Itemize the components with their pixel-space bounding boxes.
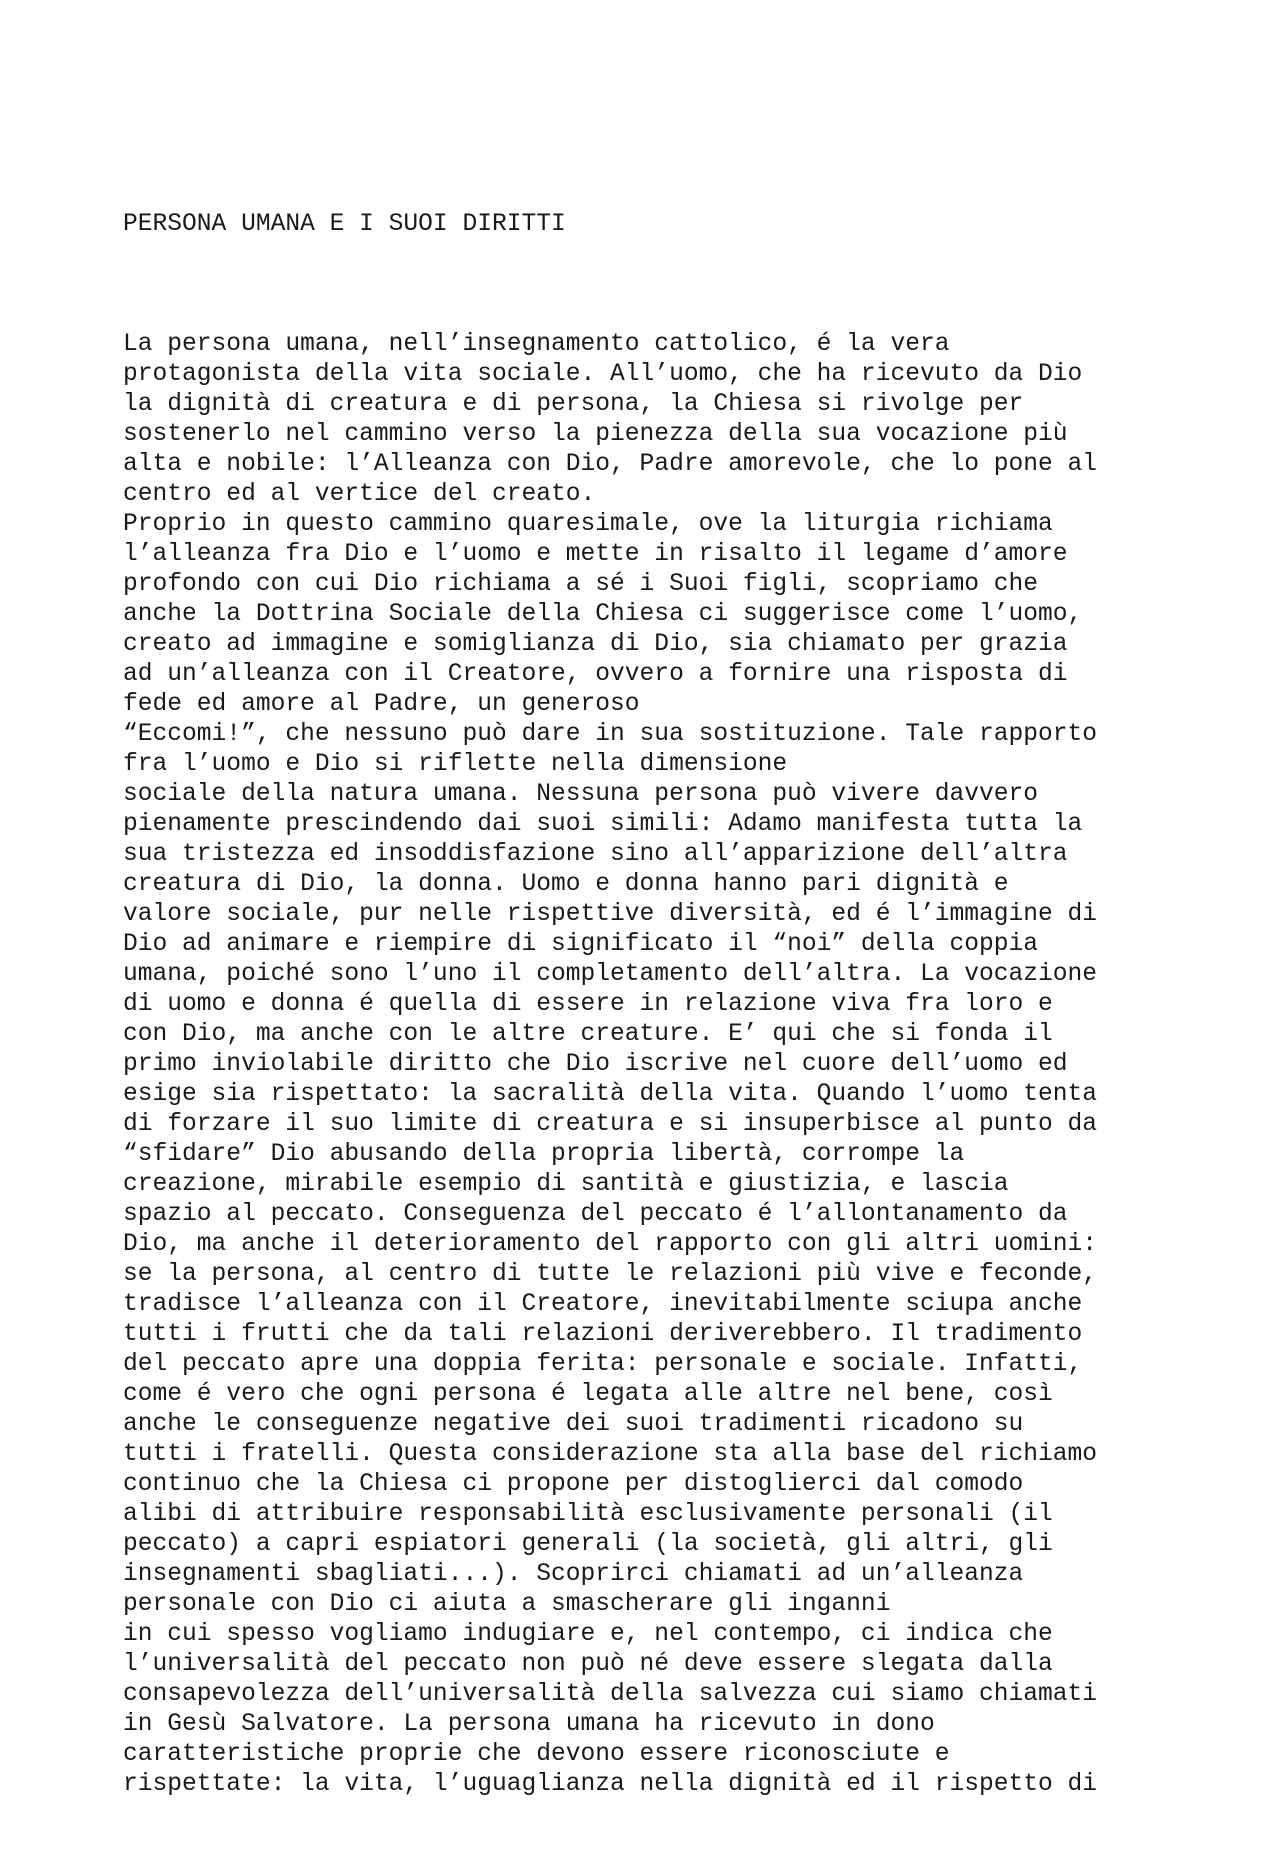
text-line: anche la Dottrina Sociale della Chiesa ci suggerisce come l’uomo,: [123, 601, 1083, 628]
text-line: l’alleanza fra Dio e l’uomo e mette in risalto il legame d’amore: [123, 541, 1068, 568]
text-line: sostenerlo nel cammino verso la pienezza della sua vocazione più: [123, 421, 1068, 448]
text-line: Dio, ma anche il deterioramento del rapporto con gli altri uomini:: [123, 1231, 1098, 1258]
text-line: con Dio, ma anche con le altre creature. E’ qui che si fonda il: [123, 1021, 1053, 1048]
text-line: personale con Dio ci aiuta a smascherare gli inganni: [123, 1591, 891, 1618]
text-line: Dio ad animare e riempire di significato il “noi” della coppia: [123, 931, 1039, 958]
text-line: tradisce l’alleanza con il Creatore, inevitabilmente sciupa anche: [123, 1291, 1083, 1318]
text-line: tutti i frutti che da tali relazioni deriverebbero. Il tradimento: [123, 1321, 1083, 1348]
text-line: primo inviolabile diritto che Dio iscrive nel cuore dell’uomo ed: [123, 1051, 1068, 1078]
text-line: in cui spesso vogliamo indugiare e, nel contempo, ci indica che: [123, 1621, 1053, 1648]
text-line: continuo che la Chiesa ci propone per distoglierci dal comodo: [123, 1471, 1024, 1498]
text-line: alta e nobile: l’Alleanza con Dio, Padre amorevole, che lo pone al: [123, 451, 1098, 478]
text-line: di forzare il suo limite di creatura e si insuperbisce al punto da: [123, 1111, 1098, 1138]
text-line: protagonista della vita sociale. All’uomo, che ha ricevuto da Dio: [123, 361, 1083, 388]
text-line: in Gesù Salvatore. La persona umana ha ricevuto in dono: [123, 1711, 935, 1738]
text-line: caratteristiche proprie che devono essere riconosciute e: [123, 1741, 950, 1768]
document-title: PERSONA UMANA E I SUOI DIRITTI: [123, 211, 566, 238]
text-line: centro ed al vertice del creato.: [123, 481, 596, 508]
text-line: umana, poiché sono l’uno il completamento dell’altra. La vocazione: [123, 961, 1098, 988]
text-line: se la persona, al centro di tutte le relazioni più vive e feconde,: [123, 1261, 1098, 1288]
text-line: profondo con cui Dio richiama a sé i Suoi figli, scopriamo che: [123, 571, 1039, 598]
text-line: anche le conseguenze negative dei suoi tradimenti ricadono su: [123, 1411, 1024, 1438]
document-body: [123, 150, 1223, 1860]
text-line: fra l’uomo e Dio si riflette nella dimensione: [123, 751, 788, 778]
text-line: ad un’alleanza con il Creatore, ovvero a fornire una risposta di: [123, 661, 1068, 688]
text-line: Proprio in questo cammino quaresimale, ove la liturgia richiama: [123, 511, 1053, 538]
text-line: creazione, mirabile esempio di santità e giustizia, e lascia: [123, 1171, 1009, 1198]
text-line: di uomo e donna é quella di essere in relazione viva fra loro e: [123, 991, 1053, 1018]
text-line: creatura di Dio, la donna. Uomo e donna hanno pari dignità e: [123, 871, 1009, 898]
text-line: peccato) a capri espiatori generali (la società, gli altri, gli: [123, 1531, 1053, 1558]
text-line: La persona umana, nell’insegnamento cattolico, é la vera: [123, 331, 950, 358]
text-line: tutti i fratelli. Questa considerazione sta alla base del richiamo: [123, 1441, 1098, 1468]
text-line: esige sia rispettato: la sacralità della vita. Quando l’uomo tenta: [123, 1081, 1098, 1108]
text-line: pienamente prescindendo dai suoi simili: Adamo manifesta tutta la: [123, 811, 1083, 838]
text-line: del peccato apre una doppia ferita: personale e sociale. Infatti,: [123, 1351, 1083, 1378]
text-line: creato ad immagine e somiglianza di Dio, sia chiamato per grazia: [123, 631, 1068, 658]
text-line: valore sociale, pur nelle rispettive diversità, ed é l’immagine di: [123, 901, 1098, 928]
document-text: [123, 330, 1223, 1800]
text-line: l’universalità del peccato non può né deve essere slegata dalla: [123, 1651, 1053, 1678]
text-line: rispettate: la vita, l’uguaglianza nella dignità ed il rispetto di: [123, 1771, 1098, 1798]
text-line: “Eccomi!”, che nessuno può dare in sua sostituzione. Tale rapporto: [123, 721, 1098, 748]
text-line: sociale della natura umana. Nessuna persona può vivere davvero: [123, 781, 1039, 808]
text-line: “sfidare” Dio abusando della propria libertà, corrompe la: [123, 1141, 965, 1168]
text-line: la dignità di creatura e di persona, la Chiesa si rivolge per: [123, 391, 1024, 418]
text-line: consapevolezza dell’universalità della salvezza cui siamo chiamati: [123, 1681, 1098, 1708]
text-line: insegnamenti sbagliati...). Scoprirci chiamati ad un’alleanza: [123, 1561, 1024, 1588]
text-line: alibi di attribuire responsabilità esclusivamente personali (il: [123, 1501, 1053, 1528]
text-line: come é vero che ogni persona é legata alle altre nel bene, così: [123, 1381, 1053, 1408]
text-line: fede ed amore al Padre, un generoso: [123, 691, 640, 718]
text-line: spazio al peccato. Conseguenza del peccato é l’allontanamento da: [123, 1201, 1068, 1228]
text-line: sua tristezza ed insoddisfazione sino all’apparizione dell’altra: [123, 841, 1068, 868]
